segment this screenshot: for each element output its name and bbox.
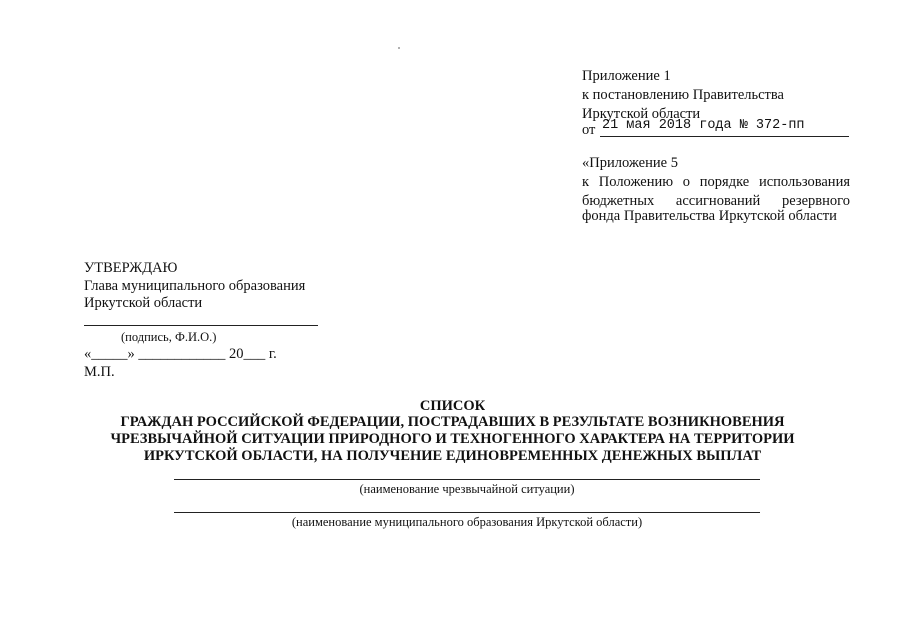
date-underline	[600, 136, 849, 137]
appendix-title: Приложение 1	[582, 68, 671, 84]
approval-date-line: «_____» ____________ 20___ г.	[84, 346, 277, 362]
emergency-line	[174, 479, 760, 480]
municipality-line	[174, 512, 760, 513]
appendix5-line2: к Положению о порядке использования	[582, 174, 850, 190]
appendix5-line4: фонда Правительства Иркутской области	[582, 208, 837, 224]
heading-line4: ИРКУТСКОЙ ОБЛАСТИ, НА ПОЛУЧЕНИЕ ЕДИНОВРЕМЕННЫХ ДЕНЕЖНЫХ ВЫПЛАТ	[143, 448, 762, 464]
appendix-line3: Иркутской области	[582, 106, 701, 122]
appendix5-line3: бюджетных ассигнований резервного	[582, 193, 850, 209]
appendix-from-label: от	[582, 122, 596, 138]
heading-line3: ЧРЕЗВЫЧАЙНОЙ СИТУАЦИИ ПРИРОДНОГО И ТЕХНОГЕННОГО ХАРАКТЕРА НА ТЕРРИТОРИИ	[110, 431, 795, 447]
approval-position: Глава муниципального образования	[84, 278, 306, 294]
signature-line	[84, 325, 318, 326]
approval-title: УТВЕРЖДАЮ	[84, 260, 178, 276]
heading-title: СПИСОК	[419, 398, 486, 414]
municipality-caption: (наименование муниципального образования Иркутской области)	[291, 515, 643, 529]
appendix-line2: к постановлению Правительства	[582, 87, 784, 103]
signature-caption: (подпись, Ф.И.О.)	[121, 330, 217, 344]
emergency-caption: (наименование чрезвычайной ситуации)	[359, 482, 575, 496]
appendix5-title: «Приложение 5	[582, 155, 678, 171]
scan-speck	[398, 47, 400, 49]
heading-line2: ГРАЖДАН РОССИЙСКОЙ ФЕДЕРАЦИИ, ПОСТРАДАВШИХ В РЕЗУЛЬТАТЕ ВОЗНИКНОВЕНИЯ	[120, 414, 785, 430]
appendix-date: 21 мая 2018 года № 372-пп	[602, 118, 805, 133]
approval-region: Иркутской области	[84, 295, 203, 311]
stamp-label: М.П.	[84, 364, 115, 380]
